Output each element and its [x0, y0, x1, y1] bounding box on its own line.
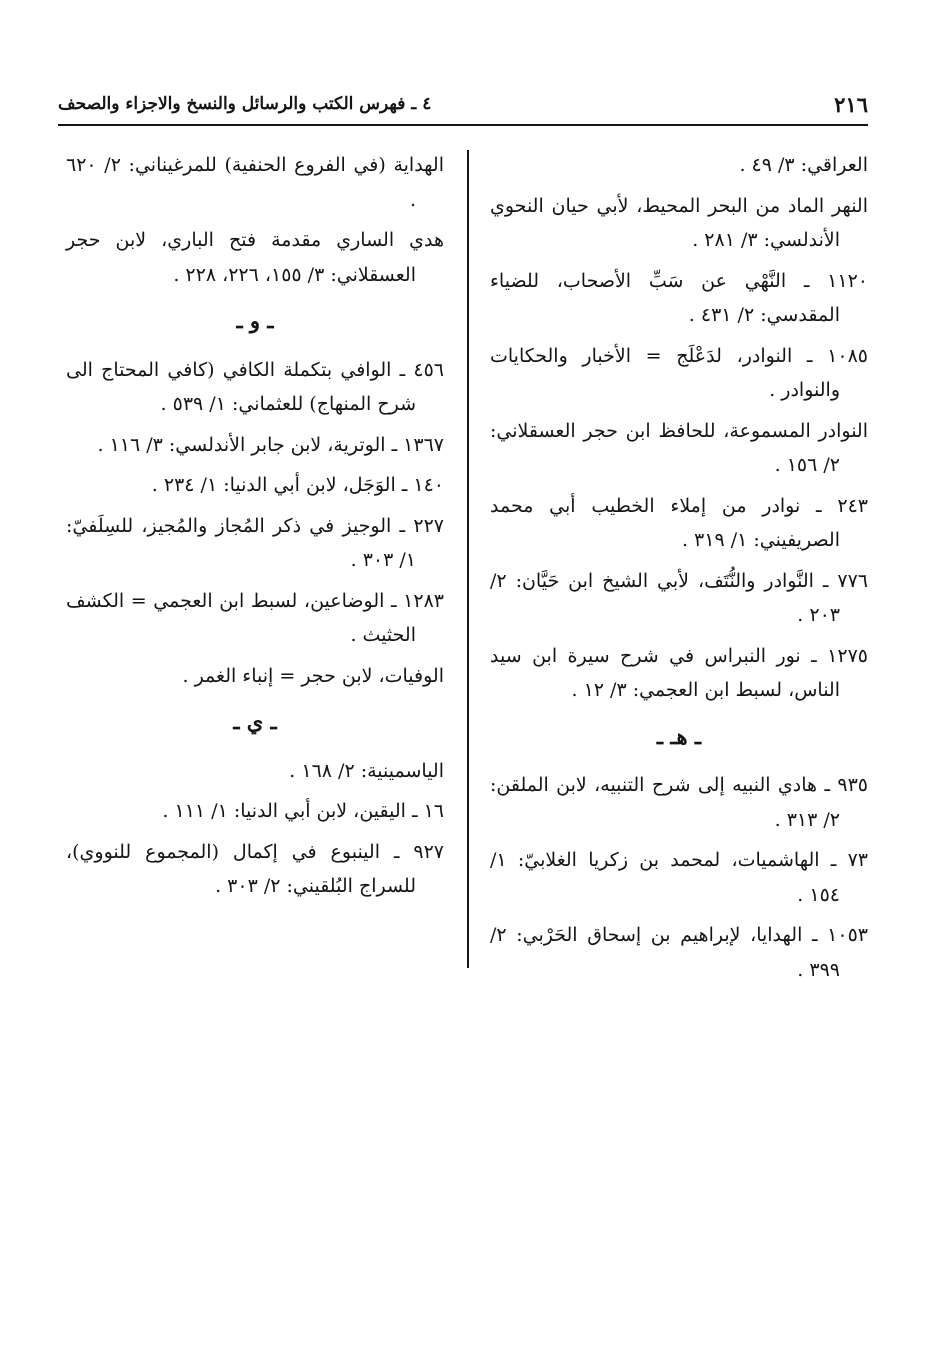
index-entry: العراقي: ٣/ ٤٩ .	[739, 154, 868, 176]
left-column	[66, 148, 444, 910]
letter-heading-ha: ـ هـ ـ	[656, 723, 702, 749]
index-entry: ٧٧٦ ـ النَّوادر والنُّتَف، لأبي الشيخ ابن حَيَّان: ٢/ ٢٠٣ .	[490, 569, 868, 626]
header-title: ٤ ـ فهرس الكتب والرسائل والنسخ والاجزاء والصحف	[58, 94, 432, 114]
index-entry: الوفيات، لابن حجر = إنباء الغمر .	[182, 664, 444, 687]
index-entry: النوادر المسموعة، للحافظ ابن حجر العسقلاني: ٢/ ١٥٦ .	[490, 419, 868, 476]
letter-heading-ya: ـ ي ـ	[233, 709, 277, 734]
index-entry: ١٢٧٥ ـ نور النبراس في شرح سيرة ابن سيد الناس، لسبط ابن العجمي: ٣/ ١٢ .	[490, 644, 868, 701]
header-rule	[58, 124, 868, 126]
right-column	[490, 148, 868, 993]
letter-heading-waw: ـ و ـ	[236, 308, 274, 333]
index-entry: ١٦ ـ اليقين، لابن أبي الدنيا: ١/ ١١١ .	[162, 800, 444, 822]
index-entry: ٢٢٧ ـ الوجيز في ذكر المُجاز والمُجيز، للسِلَفيّ: ١/ ٣٠٣ .	[66, 514, 444, 571]
index-entry: ١٣٦٧ ـ الوترية، لابن جابر الأندلسي: ٣/ ١١٦ .	[97, 433, 444, 456]
index-entry: ٤٥٦ ـ الوافي بتكملة الكافي (كافي المحتاج الى شرح المنهاج) للعثماني: ١/ ٥٣٩ .	[66, 358, 444, 415]
index-entry: ١٠٨٥ ـ النوادر، لدَعْلَج = الأخبار والحكايات والنوادر .	[490, 344, 868, 401]
page-number: ٢١٦	[834, 92, 868, 117]
index-entry: النهر الماد من البحر المحيط، لأبي حيان النحوي الأندلسي: ٣/ ٢٨١ .	[490, 194, 868, 251]
index-entry: الياسمينية: ٢/ ١٦٨ .	[289, 759, 444, 782]
index-entry: ٩٢٧ ـ الينبوع في إكمال (المجموع للنووي)، للسراج البُلقيني: ٢/ ٣٠٣ .	[66, 840, 444, 897]
index-entry: ١٤٠ ـ الوَجَل، لابن أبي الدنيا: ١/ ٢٣٤ .	[151, 474, 444, 496]
index-entry: ١٢٨٣ ـ الوضاعين، لسبط ابن العجمي = الكشف الحثيث .	[66, 589, 444, 646]
index-entry: الهداية (في الفروع الحنفية) للمرغيناني: ٢/ ٦٢٠ .	[66, 154, 444, 211]
running-header	[58, 90, 868, 126]
index-entry: ١٠٥٣ ـ الهدايا، لإبراهيم بن إسحاق الحَرْبي: ٢/ ٣٩٩ .	[490, 924, 868, 981]
index-entry: ١١٢٠ ـ النَّهْي عن سَبِّ الأصحاب، للضياء المقدسي: ٢/ ٤٣١ .	[490, 269, 868, 326]
index-entry: هدي الساري مقدمة فتح الباري، لابن حجر العسقلاني: ٣/ ١٥٥، ٢٢٦، ٢٢٨ .	[66, 229, 444, 286]
column-divider	[467, 150, 469, 968]
index-entry: ٢٤٣ ـ نوادر من إملاء الخطيب أبي محمد الصريفيني: ١/ ٣١٩ .	[490, 494, 868, 551]
index-entry: ٩٣٥ ـ هادي النبيه إلى شرح التنبيه، لابن الملقن: ٢/ ٣١٣ .	[490, 774, 868, 831]
index-entry: ٧٣ ـ الهاشميات، لمحمد بن زكريا الغلابيّ: ١/ ١٥٤ .	[490, 849, 868, 906]
